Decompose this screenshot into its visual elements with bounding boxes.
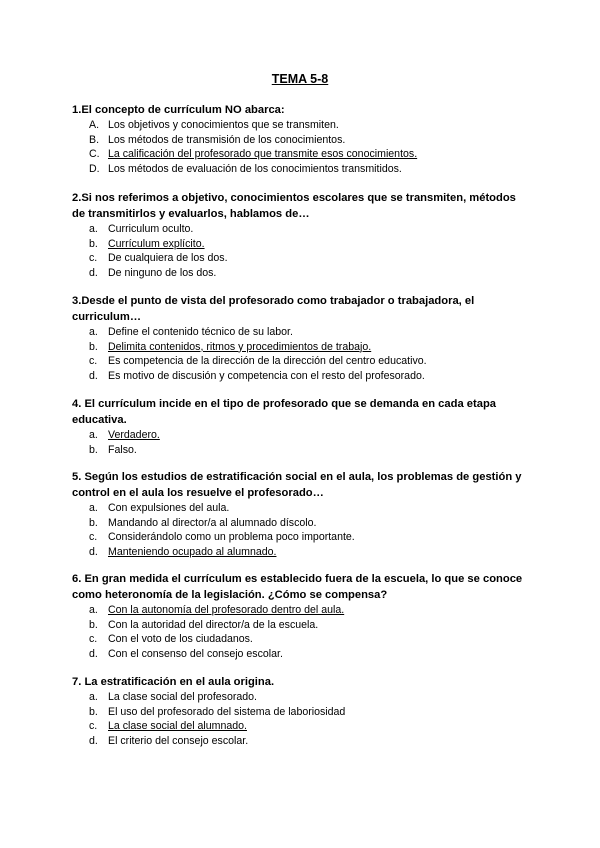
question-1 [72,102,532,176]
option-d: d. Es motivo de discusión y competencia con el resto del profesorado. [89,369,425,382]
option-c-underlined: c. La clase social del alumnado. [89,720,247,733]
option-b-underlined: b. Delimita contenidos, ritmos y procedimientos de trabajo. [89,340,372,353]
option-b: B. Los métodos de transmisión de los conocimientos. [89,133,346,146]
question-text: 5. Según los estudios de estratificación social en el aula, los problemas de gestión y control en el aula los resuelve el profesorado… [72,471,522,499]
option-d: d. Con el consenso del consejo escolar. [89,647,283,660]
question-text: 4. El currículum incide en el tipo de profesorado que se demanda en cada etapa educativa. [72,398,496,426]
question-4 [72,396,532,457]
option-a: a. La clase social del profesorado. [89,691,257,703]
options-list [72,222,532,280]
option-c: c. Con el voto de los ciudadanos. [89,633,253,646]
option-a: A. Los objetivos y conocimientos que se transmiten. [89,119,339,131]
question-text: 2.Si nos referimos a objetivo, conocimientos escolares que se transmiten, métodos de transmitirlos y evaluarlos, hablamos de… [72,192,516,220]
option-b: b. Mandando al director/a al alumnado díscolo. [89,516,317,529]
question-2 [72,190,532,280]
option-c: c. De cualquiera de los dos. [89,252,228,265]
option-d-underlined: d. Manteniendo ocupado al alumnado. [89,545,277,558]
option-a: a. Curriculum oculto. [89,223,194,235]
option-b: b. Falso. [89,443,137,456]
option-d: d. El criterio del consejo escolar. [89,734,249,747]
question-text: 3.Desde el punto de vista del profesorado como trabajador o trabajadora, el curriculum… [72,295,475,323]
options-list [72,325,532,383]
option-a: a. Con expulsiones del aula. [89,502,230,514]
options-list [72,690,532,748]
option-a-underlined: a. Verdadero. [89,429,160,441]
option-c: c. Es competencia de la dirección de la dirección del centro educativo. [89,355,427,368]
option-a-underlined: a. Con la autonomía del profesorado dentro del aula. [89,604,345,616]
option-c-underlined: C. La calificación del profesorado que transmite esos conocimientos. [89,148,418,161]
option-d: D. Los métodos de evaluación de los conocimientos transmitidos. [89,162,402,175]
question-3 [72,293,532,383]
option-b: b. El uso del profesorado del sistema de laboriosidad [89,705,346,718]
options-list [72,603,532,661]
question-6 [72,571,532,661]
option-c: c. Considerándolo como un problema poco importante. [89,531,355,544]
option-a: a. Define el contenido técnico de su labor. [89,326,293,338]
question-text: 1.El concepto de currículum NO abarca: [72,104,285,116]
options-list [72,428,532,457]
option-d: d. De ninguno de los dos. [89,266,217,279]
option-b-underlined: b. Currículum explícito. [89,237,205,250]
options-list [72,501,532,559]
page-title: TEMA 5-8 [271,72,329,86]
question-5 [72,469,532,559]
question-text: 7. La estratificación en el aula origina. [72,676,275,688]
question-7 [72,674,532,748]
option-b: b. Con la autoridad del director/a de la escuela. [89,618,319,631]
question-text: 6. En gran medida el currículum es establecido fuera de la escuela, lo que se conoce como heteronomía de la legislación. ¿Cómo se compensa? [72,573,523,601]
options-list [72,118,532,176]
